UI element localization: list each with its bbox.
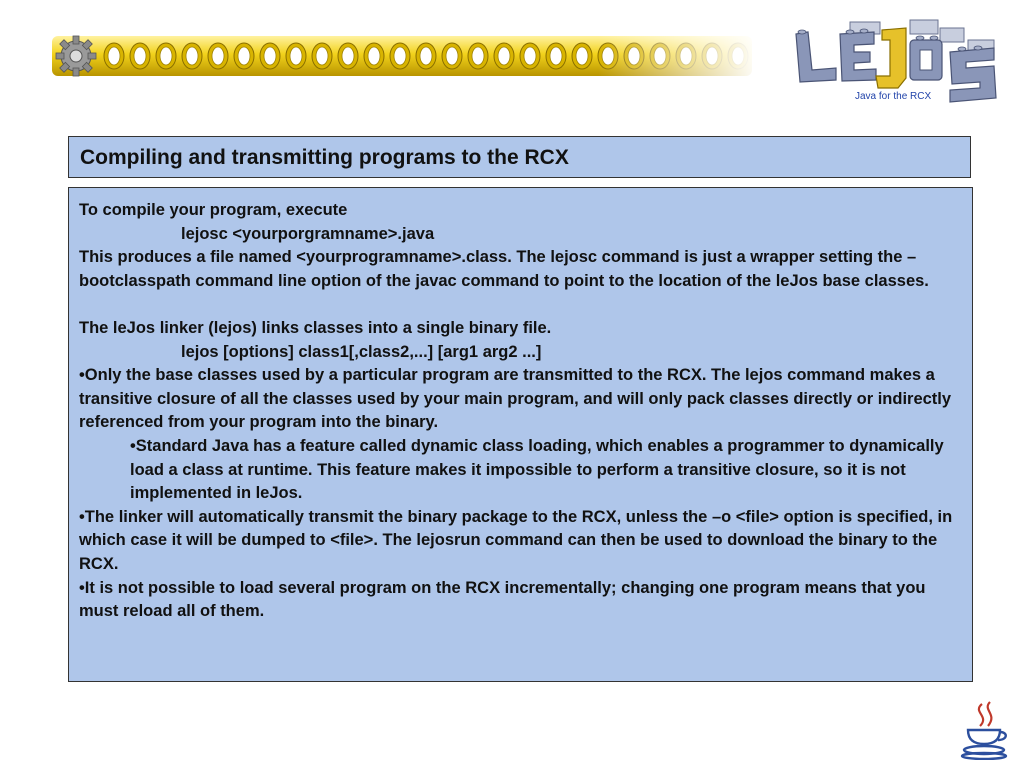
title-box xyxy=(68,136,971,178)
technic-beam-banner xyxy=(52,30,752,82)
content-box xyxy=(68,187,973,682)
paragraph-gap xyxy=(79,293,962,317)
logo-j-letter xyxy=(876,28,906,88)
bullet-incremental-load: •It is not possible to load several program on the RCX incrementally; changing one program means that you must reload all of them. xyxy=(79,578,926,621)
p1-intro: To compile your program, execute xyxy=(79,201,348,219)
java-cup-icon xyxy=(960,700,1012,760)
p1-code: lejosc <yourporgramname>.java xyxy=(181,224,435,243)
bullet-base-classes: •Only the base classes used by a particular program are transmitted to the RCX. The lejos command makes a transitive closure of all the classes used by your main program, and will only pack classes directly or indirectly referenced from your program into the binary. xyxy=(79,366,952,432)
gear-icon xyxy=(54,34,98,78)
p1-description: This produces a file named <yourprogramname>.class. The lejosc command is just a wrapper setting the –bootclasspath command line option of the javac command to point to the location of the leJos base classes. xyxy=(79,248,929,290)
slide-title: Compiling and transmitting programs to the RCX xyxy=(80,146,569,169)
p2-intro: The leJos linker (lejos) links classes into a single binary file. xyxy=(79,318,552,337)
bullet-linker-transmit: •The linker will automatically transmit the binary package to the RCX, unless the –o <file> option is specified, in which case it will be dumped to <file>. The lejosrun command can then be used to download the binary to the RCX. xyxy=(79,507,953,573)
logo-tagline: Java for the RCX xyxy=(855,91,932,102)
sub-bullet-dynamic-loading: •Standard Java has a feature called dynamic class loading, which enables a programmer to dynamically load a class at runtime. This feature makes it impossible to perform a transitive closure, so it is not implemented in leJos. xyxy=(130,436,944,503)
p2-code: lejos [options] class1[,class2,...] [arg1 arg2 ...] xyxy=(181,342,542,361)
